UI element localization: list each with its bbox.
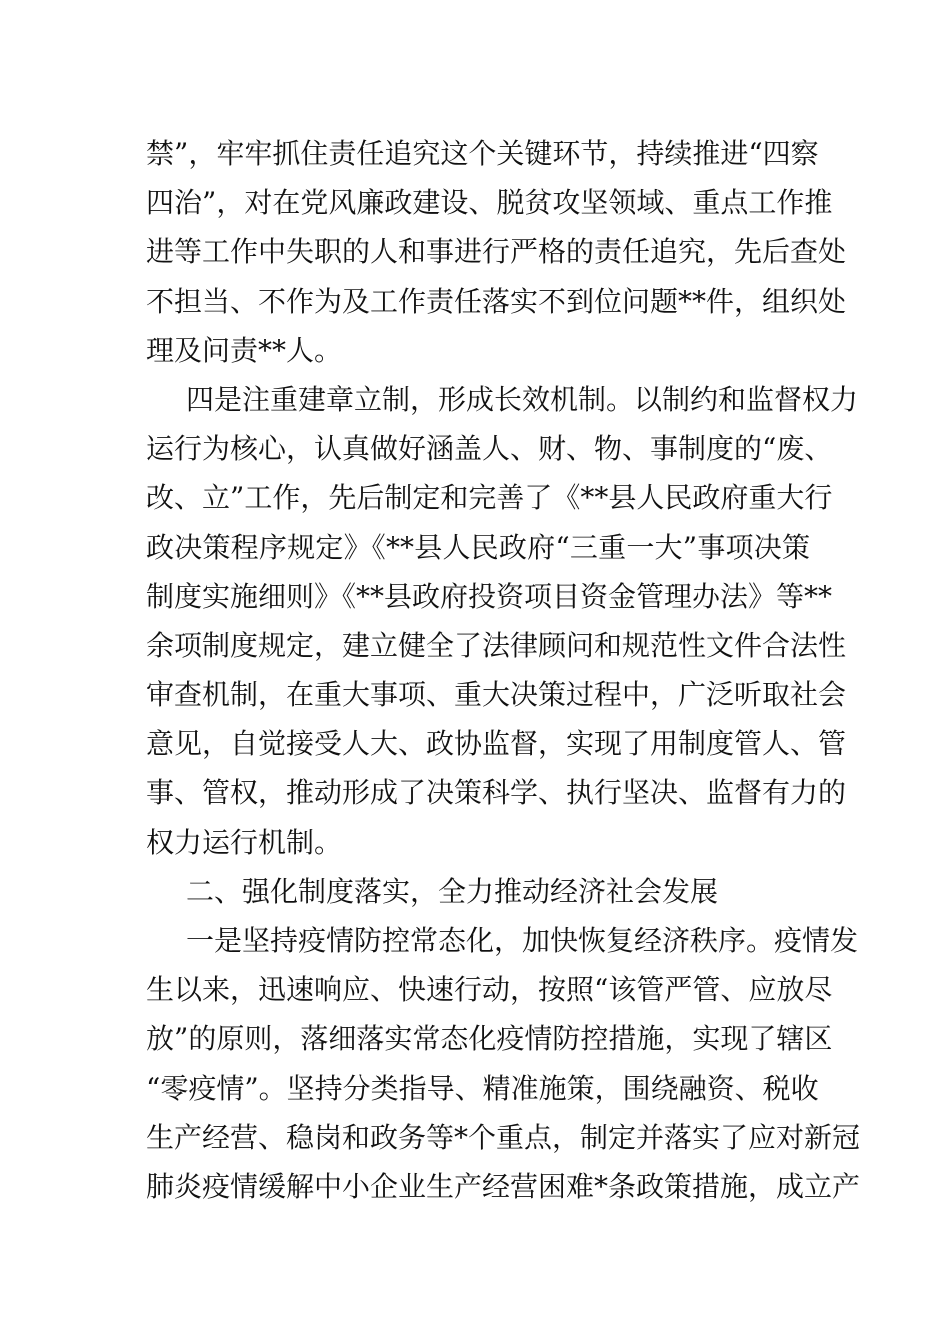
paragraph-epidemic-prevention bbox=[146, 916, 861, 1211]
paragraph-rules-and-regulations bbox=[146, 375, 859, 867]
section-heading: 二、强化制度落实，全力推动经济社会发展 bbox=[186, 874, 719, 908]
text-line: 制度实施细则》《**县政府投资项目资金管理办法》等** bbox=[146, 579, 833, 613]
text-line: 理及问责**人。 bbox=[146, 333, 343, 367]
text-line: 不担当、不作为及工作责任落实不到位问题**件，组织处 bbox=[146, 284, 847, 318]
text-line: 放”的原则，落细落实常态化疫情防控措施，实现了辖区 bbox=[146, 1022, 833, 1056]
text-line: 生以来，迅速响应、快速行动，按照“该管严管、应放尽 bbox=[146, 973, 833, 1007]
text-line: 运行为核心，认真做好涵盖人、财、物、事制度的“废、 bbox=[146, 432, 833, 466]
text-line: 进等工作中失职的人和事进行严格的责任追究，先后查处 bbox=[146, 235, 847, 269]
text-line: “零疫情”。坚持分类指导、精准施策，围绕融资、税收 bbox=[146, 1071, 819, 1105]
text-line: 意见，自觉接受人大、政协监督，实现了用制度管人、管 bbox=[146, 727, 847, 761]
section-heading-two bbox=[146, 867, 810, 916]
text-line: 禁”，牢牢抓住责任追究这个关键环节，持续推进“四察 bbox=[146, 137, 819, 170]
text-line: 事、管权，推动形成了决策科学、执行坚决、监督有力的 bbox=[146, 776, 847, 810]
text-line: 生产经营、稳岗和政务等*个重点，制定并落实了应对新冠 bbox=[146, 1120, 861, 1154]
document-body bbox=[146, 129, 861, 1211]
text-line: 四治”，对在党风廉政建设、脱贫攻坚领域、重点工作推 bbox=[146, 186, 833, 220]
paragraph-accountability-continued bbox=[146, 129, 847, 375]
text-line: 改、立”工作，先后制定和完善了《**县人民政府重大行 bbox=[146, 481, 833, 515]
text-line: 审查机制，在重大事项、重大决策过程中，广泛听取社会 bbox=[146, 678, 847, 712]
text-line: 政决策程序规定》《**县人民政府“三重一大”事项决策 bbox=[146, 530, 810, 564]
text-line: 一是坚持疫情防控常态化，加快恢复经济秩序。疫情发 bbox=[186, 924, 859, 957]
text-line: 余项制度规定，建立健全了法律顾问和规范性文件合法性 bbox=[146, 628, 847, 662]
text-line: 权力运行机制。 bbox=[146, 825, 343, 859]
text-line: 四是注重建章立制，形成长效机制。以制约和监督权力 bbox=[186, 382, 859, 416]
text-line: 肺炎疫情缓解中小企业生产经营困难*条政策措施，成立产 bbox=[146, 1169, 861, 1203]
